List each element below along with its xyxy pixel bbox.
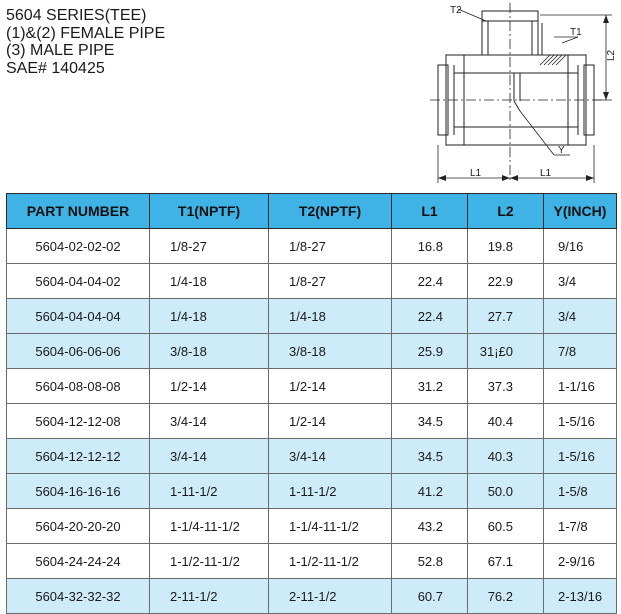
cell-l1: 34.5: [392, 439, 468, 474]
cell-t1: 3/4-14: [150, 404, 269, 439]
cell-l1: 22.4: [392, 299, 468, 334]
header-part-number: PART NUMBER: [7, 194, 150, 229]
cell-t1: 1-11-1/2: [150, 474, 269, 509]
cell-l1: 34.5: [392, 404, 468, 439]
header-t2: T2(NPTF): [269, 194, 392, 229]
series-title: 5604 SERIES(TEE): [6, 7, 147, 24]
sae-number: SAE# 140425: [6, 59, 105, 77]
cell-t2: 1/4-18: [269, 299, 392, 334]
cell-l1: 31.2: [392, 369, 468, 404]
label-l1-left: L1: [470, 168, 482, 179]
header-t1: T1(NPTF): [150, 194, 269, 229]
cell-l1: 25.9: [392, 334, 468, 369]
table-row: [7, 299, 617, 334]
cell-y: 3/4: [544, 299, 617, 334]
cell-l2: 37.3: [468, 369, 544, 404]
tee-fitting-drawing: [428, 3, 618, 188]
table-row: [7, 544, 617, 579]
label-t1: T1: [570, 27, 582, 38]
cell-l2: 60.5: [468, 509, 544, 544]
cell-y: 1-1/16: [544, 369, 617, 404]
cell-t1: 1/4-18: [150, 299, 269, 334]
cell-l2: 40.3: [468, 439, 544, 474]
table-row: [7, 439, 617, 474]
table-row: [7, 229, 617, 264]
cell-part-number: 5604-06-06-06: [7, 334, 150, 369]
spec-table: [6, 193, 617, 614]
cell-l2: 22.9: [468, 264, 544, 299]
cell-y: 2-9/16: [544, 544, 617, 579]
cell-l1: 52.8: [392, 544, 468, 579]
table-row: [7, 334, 617, 369]
cell-t2: 1/2-14: [269, 369, 392, 404]
cell-y: 9/16: [544, 229, 617, 264]
cell-t1: 1/4-18: [150, 264, 269, 299]
cell-t1: 1-1/4-11-1/2: [150, 509, 269, 544]
cell-l2: 50.0: [468, 474, 544, 509]
cell-y: 1-5/16: [544, 404, 617, 439]
cell-t2: 1-1/2-11-1/2: [269, 544, 392, 579]
cell-y: 1-5/16: [544, 439, 617, 474]
cell-l1: 41.2: [392, 474, 468, 509]
cell-t2: 1/8-27: [269, 264, 392, 299]
cell-t1: 2-11-1/2: [150, 579, 269, 614]
cell-t2: 3/8-18: [269, 334, 392, 369]
label-t2: T2: [450, 5, 462, 16]
cell-t1: 3/8-18: [150, 334, 269, 369]
table-row: [7, 369, 617, 404]
label-l1-right: L1: [540, 168, 552, 179]
cell-t2: 1/2-14: [269, 404, 392, 439]
cell-y: 2-13/16: [544, 579, 617, 614]
cell-y: 7/8: [544, 334, 617, 369]
label-y: Y: [558, 145, 565, 156]
table-row: [7, 579, 617, 614]
cell-t1: 3/4-14: [150, 439, 269, 474]
cell-part-number: 5604-04-04-04: [7, 299, 150, 334]
cell-l2: 76.2: [468, 579, 544, 614]
cell-l1: 22.4: [392, 264, 468, 299]
cell-l1: 16.8: [392, 229, 468, 264]
cell-l2: 40.4: [468, 404, 544, 439]
cell-l2: 19.8: [468, 229, 544, 264]
cell-l1: 43.2: [392, 509, 468, 544]
cell-part-number: 5604-04-04-02: [7, 264, 150, 299]
cell-part-number: 5604-12-12-12: [7, 439, 150, 474]
cell-part-number: 5604-08-08-08: [7, 369, 150, 404]
header-l2: L2: [468, 194, 544, 229]
cell-part-number: 5604-24-24-24: [7, 544, 150, 579]
cell-part-number: 5604-16-16-16: [7, 474, 150, 509]
male-pipe-note: (3) MALE PIPE: [6, 42, 115, 59]
cell-part-number: 5604-20-20-20: [7, 509, 150, 544]
cell-y: 1-7/8: [544, 509, 617, 544]
cell-y: 3/4: [544, 264, 617, 299]
label-l2: L2: [606, 49, 617, 61]
header-l1: L1: [392, 194, 468, 229]
cell-l1: 60.7: [392, 579, 468, 614]
table-row: [7, 264, 617, 299]
cell-y: 1-5/8: [544, 474, 617, 509]
table-row: [7, 404, 617, 439]
cell-t2: 1-11-1/2: [269, 474, 392, 509]
cell-l2: 27.7: [468, 299, 544, 334]
cell-part-number: 5604-32-32-32: [7, 579, 150, 614]
table-row: [7, 509, 617, 544]
header-y: Y(INCH): [544, 194, 617, 229]
table-body: [7, 229, 617, 614]
title-block: [6, 7, 165, 77]
cell-t2: 2-11-1/2: [269, 579, 392, 614]
table-header-row: [7, 194, 617, 229]
cell-l2: 67.1: [468, 544, 544, 579]
cell-part-number: 5604-02-02-02: [7, 229, 150, 264]
female-pipe-note: (1)&(2) FEMALE PIPE: [6, 24, 166, 42]
cell-t1: 1/2-14: [150, 369, 269, 404]
cell-t1: 1/8-27: [150, 229, 269, 264]
cell-t2: 1-1/4-11-1/2: [269, 509, 392, 544]
cell-part-number: 5604-12-12-08: [7, 404, 150, 439]
cell-l2: 31¡£0: [468, 334, 544, 369]
cell-t1: 1-1/2-11-1/2: [150, 544, 269, 579]
cell-t2: 3/4-14: [269, 439, 392, 474]
cell-t2: 1/8-27: [269, 229, 392, 264]
table-row: [7, 474, 617, 509]
